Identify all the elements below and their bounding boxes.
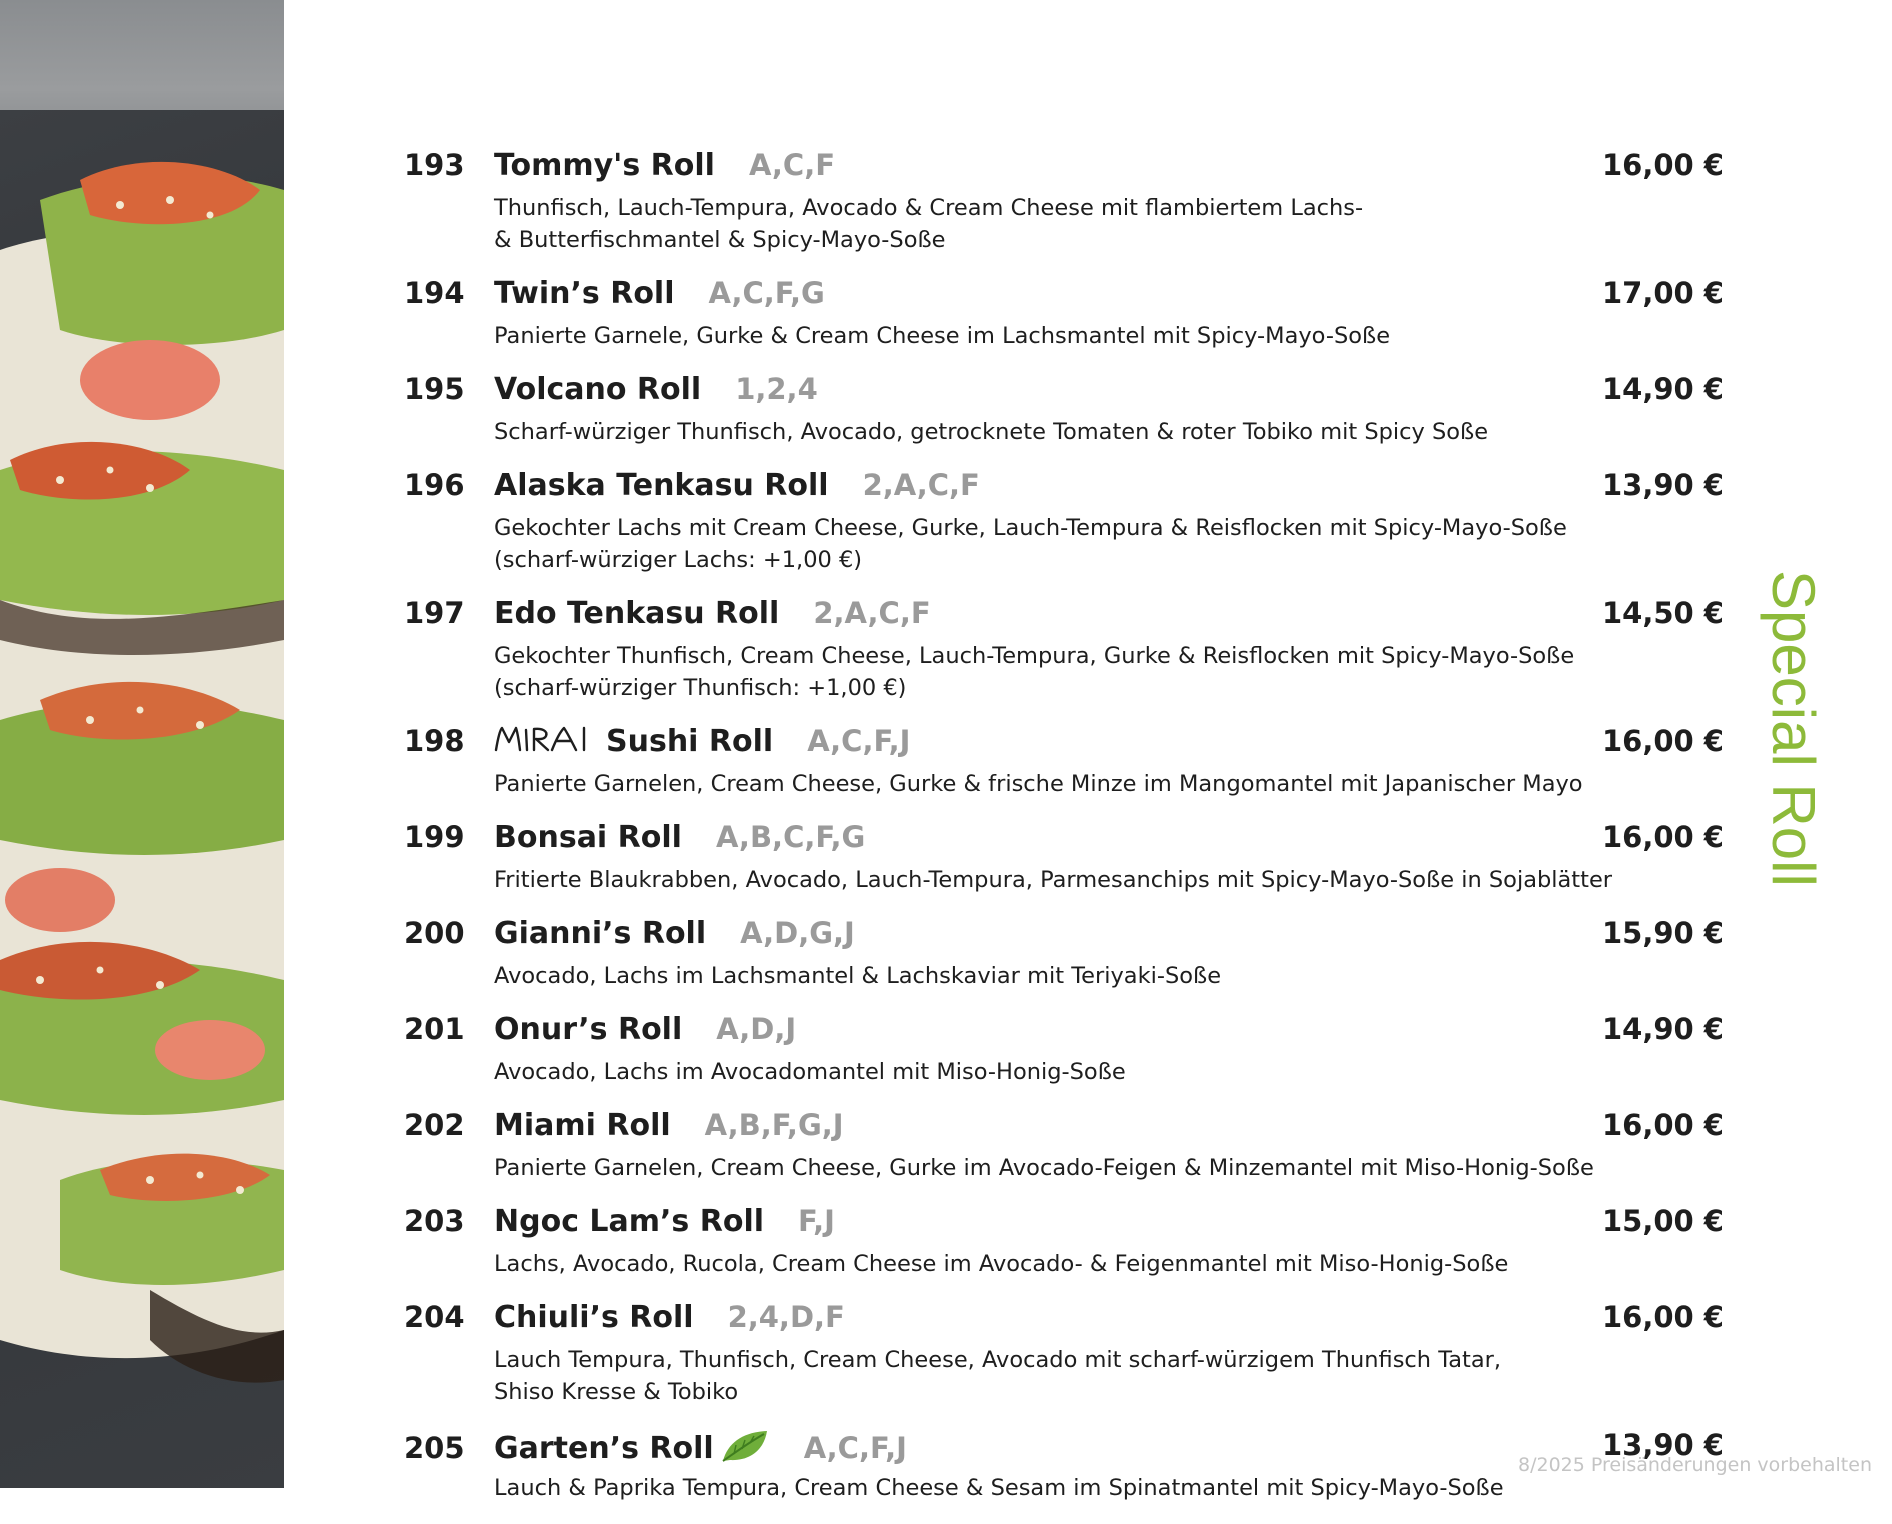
item-allergens: 2,A,C,F	[813, 596, 931, 630]
item-description: Fritierte Blaukrabben, Avocado, Lauch-Tempura, Parmesanchips mit Spicy-Mayo-Soße in Sojablätter	[494, 867, 1613, 893]
item-allergens: A,B,F,G,J	[704, 1108, 844, 1142]
item-description: Avocado, Lachs im Lachsmantel & Lachskaviar mit Teriyaki-Soße	[494, 963, 1222, 989]
item-number: 194	[404, 276, 465, 310]
item-name: Tommy's Roll	[494, 148, 715, 183]
menu-item-204	[404, 1300, 1724, 1408]
item-name: Twin’s Roll	[494, 276, 675, 311]
item-name: Gianni’s Roll	[494, 916, 707, 951]
item-number: 199	[404, 820, 465, 854]
item-allergens: A,D,G,J	[740, 916, 855, 950]
item-name: Volcano Roll	[494, 372, 702, 407]
item-price: 15,00 €	[1601, 1204, 1724, 1238]
mirai-logo-icon	[494, 724, 598, 754]
menu-item-203	[404, 1204, 1724, 1280]
price-change-note: 8/2025 Preisänderungen vorbehalten	[1517, 1454, 1872, 1476]
item-number: 195	[404, 372, 465, 406]
item-allergens: A,C,F,G	[708, 276, 825, 310]
item-price: 13,90 €	[1601, 468, 1724, 502]
item-name: Bonsai Roll	[494, 820, 682, 855]
item-number: 197	[404, 596, 465, 630]
item-allergens: F,J	[798, 1204, 835, 1238]
item-price: 14,50 €	[1601, 596, 1724, 630]
vegetarian-leaf-icon	[720, 1428, 770, 1464]
item-description: Lauch & Paprika Tempura, Cream Cheese & Sesam im Spinatmantel mit Spicy-Mayo-Soße	[494, 1475, 1504, 1501]
item-price: 14,90 €	[1601, 1012, 1724, 1046]
menu-item-197	[404, 596, 1724, 704]
sushi-rolls-illustration	[0, 0, 284, 1488]
menu-item-198	[404, 724, 1724, 800]
item-price: 13,90 €	[1601, 1428, 1724, 1462]
item-allergens: A,B,C,F,G	[715, 820, 866, 854]
item-name: Alaska Tenkasu Roll	[494, 468, 829, 503]
item-price: 16,00 €	[1601, 1300, 1724, 1334]
menu-item-199	[404, 820, 1724, 896]
item-number: 203	[404, 1204, 465, 1238]
menu-item-202	[404, 1108, 1724, 1184]
item-description: Gekochter Thunfisch, Cream Cheese, Lauch-Tempura, Gurke & Reisflocken mit Spicy-Mayo-Soße (scharf-würziger Thunfisch: +1,00 €)	[494, 643, 1575, 701]
menu-item-194	[404, 276, 1724, 352]
item-allergens: 1,2,4	[735, 372, 818, 406]
item-number: 193	[404, 148, 465, 182]
item-description: Panierte Garnelen, Cream Cheese, Gurke im Avocado-Feigen & Minzemantel mit Miso-Honig-Soße	[494, 1155, 1594, 1181]
item-number: 201	[404, 1012, 465, 1046]
item-name: Edo Tenkasu Roll	[494, 596, 780, 631]
item-number: 200	[404, 916, 465, 950]
item-allergens: A,C,F,J	[803, 1431, 907, 1465]
item-number: 202	[404, 1108, 465, 1142]
item-price: 16,00 €	[1601, 1108, 1724, 1142]
sushi-photo	[0, 0, 284, 1488]
item-price: 16,00 €	[1601, 724, 1724, 758]
item-allergens: 2,4,D,F	[727, 1300, 845, 1334]
item-name	[494, 724, 773, 759]
item-description: Panierte Garnelen, Cream Cheese, Gurke & frische Minze im Mangomantel mit Japanischer Mayo	[494, 771, 1583, 797]
item-name	[494, 1428, 770, 1466]
item-name: Chiuli’s Roll	[494, 1300, 694, 1335]
section-title: Special Roll	[1760, 570, 1827, 887]
item-number: 196	[404, 468, 465, 502]
item-description: Avocado, Lachs im Avocadomantel mit Miso-Honig-Soße	[494, 1059, 1126, 1085]
item-description: Thunfisch, Lauch-Tempura, Avocado & Cream Cheese mit flambiertem Lachs- & Butterfischmantel & Spicy-Mayo-Soße	[494, 195, 1364, 253]
item-allergens: A,C,F,J	[807, 724, 911, 758]
menu-item-196	[404, 468, 1724, 576]
item-name: Onur’s Roll	[494, 1012, 683, 1047]
item-price: 16,00 €	[1601, 820, 1724, 854]
menu-item-193	[404, 148, 1724, 256]
menu-item-200	[404, 916, 1724, 992]
item-number: 198	[404, 724, 465, 758]
item-description: Lauch Tempura, Thunfisch, Cream Cheese, Avocado mit scharf-würzigem Thunfisch Tatar, Shiso Kresse & Tobiko	[494, 1347, 1502, 1405]
item-price: 14,90 €	[1601, 372, 1724, 406]
item-description: Scharf-würziger Thunfisch, Avocado, getrocknete Tomaten & roter Tobiko mit Spicy Soße	[494, 419, 1489, 445]
item-price: 17,00 €	[1601, 276, 1724, 310]
item-number: 204	[404, 1300, 465, 1334]
item-description: Panierte Garnele, Gurke & Cream Cheese im Lachsmantel mit Spicy-Mayo-Soße	[494, 323, 1391, 349]
item-description: Lachs, Avocado, Rucola, Cream Cheese im Avocado- & Feigenmantel mit Miso-Honig-Soße	[494, 1251, 1509, 1277]
item-name-text: Sushi Roll	[606, 724, 774, 759]
menu-item-201	[404, 1012, 1724, 1088]
item-name: Ngoc Lam’s Roll	[494, 1204, 765, 1239]
item-name: Miami Roll	[494, 1108, 671, 1143]
item-allergens: 2,A,C,F	[862, 468, 980, 502]
item-allergens: A,C,F	[748, 148, 836, 182]
menu-item-195	[404, 372, 1724, 448]
item-allergens: A,D,J	[716, 1012, 797, 1046]
item-description: Gekochter Lachs mit Cream Cheese, Gurke, Lauch-Tempura & Reisflocken mit Spicy-Mayo-Soße (scharf-würziger Lachs: +1,00 €)	[494, 515, 1567, 573]
item-price: 16,00 €	[1601, 148, 1724, 182]
item-name-text: Garten’s Roll	[494, 1431, 714, 1466]
item-number: 205	[404, 1431, 465, 1465]
item-price: 15,90 €	[1601, 916, 1724, 950]
special-roll-menu	[404, 148, 1724, 1524]
